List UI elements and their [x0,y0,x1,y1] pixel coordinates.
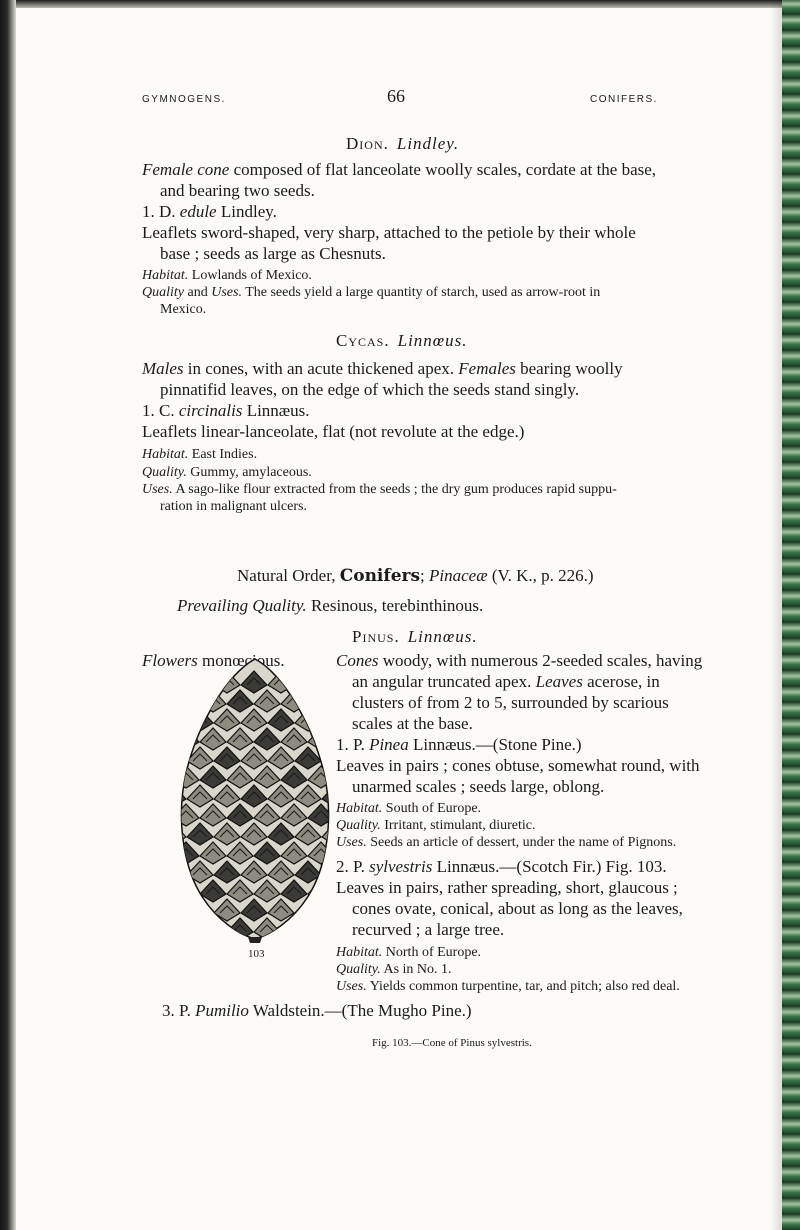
text-run: Irritant, stimulant, diuretic. [384,818,536,833]
text-run: Resinous, terebinthinous. [310,596,484,615]
text-run: ; [420,566,425,585]
sylvestris-uses [336,979,680,995]
label-uses: Uses. [336,835,367,850]
book-spine-edge [0,0,16,1230]
term-flowers: Flowers [142,651,198,670]
text-run: As in No. 1. [383,962,452,977]
text-run: monœcious. [201,651,285,670]
sylvestris-quality [336,962,452,978]
species-number: 1. C. [142,401,175,420]
running-header-right: CONIFERS. [590,94,658,105]
term-females: Females [458,359,516,378]
species-name: Pumilio [195,1001,249,1020]
label-prevailing-quality: Prevailing Quality. [177,596,307,615]
natural-order-line [237,566,594,586]
page-right-shadow [770,0,782,1230]
text-run: bearing woolly [520,359,623,378]
species-name: sylvestris [369,857,433,876]
text-run: Yields common turpentine, tar, and pitch; also red deal. [369,979,680,994]
dion-description-line-2: and bearing two seeds. [160,181,315,200]
pinea-leaves-line-1: Leaves in pairs ; cones obtuse, somewhat round, with [336,756,700,775]
genus-name: Dion. [346,134,389,153]
label-quality: Quality. [142,465,187,480]
text-run: South of Europe. [385,801,482,816]
running-header-left: GYMNOGENS. [142,94,226,105]
species-pinus-sylvestris [336,857,667,877]
genus-author: Linnœus. [407,627,478,646]
text-run: A sago-like flour extracted from the seeds ; the dry gum produces rapid suppu- [175,482,617,497]
species-pinus-pinea [336,735,582,755]
dion-leaflets-line-2: base ; seeds as large as Chesnuts. [160,244,386,263]
species-name: circinalis [178,401,243,420]
sylvestris-leaves-line-1: Leaves in pairs, rather spreading, short, glaucous ; [336,878,678,897]
label-quality: Quality. [336,962,381,977]
genus-heading-pinus [352,627,478,647]
text-run: The seeds yield a large quantity of starch, used as arrow-root in [245,285,601,300]
text-run: Seeds an article of dessert, under the name of Pignons. [370,835,677,850]
text-run: an angular truncated apex. [352,672,532,691]
book-cover-edge [782,0,800,1230]
species-dion-edule [142,202,277,222]
page-number: 66 [387,86,405,106]
page-top-edge [0,0,800,8]
label-habitat: Habitat. [336,801,383,816]
species-number: 2. P. [336,857,365,876]
term-leaves: Leaves [535,672,583,691]
text-run: North of Europe. [385,945,482,960]
pinea-uses [336,835,676,851]
species-pinus-pumilio [162,1001,472,1021]
genus-heading-dion [346,134,459,154]
species-author: Linnæus. [246,401,310,420]
term-males: Males [142,359,184,378]
genus-author: Linnœus. [397,331,468,350]
pinus-cones-line-2 [352,672,660,692]
dion-description-line-1 [142,160,656,180]
cycas-description-line-2: pinnatifid leaves, on the edge of which the seeds stand singly. [160,380,580,399]
species-number: 1. P. [336,735,365,754]
text-run: Lowlands of Mexico. [191,268,312,283]
pinea-leaves-line-2: unarmed scales ; seeds large, oblong. [352,777,605,796]
species-name: edule [179,202,217,221]
genus-heading-cycas [336,331,468,351]
text-run: acerose, in [587,672,660,691]
sylvestris-habitat [336,945,481,961]
cycas-leaflets: Leaflets linear-lanceolate, flat (not revolute at the edge.) [142,422,525,441]
text-run: woody, with numerous 2-seeded scales, having [382,651,703,670]
species-author: Linnæus.—(Scotch Fir.) Fig. 103. [436,857,667,876]
label-habitat: Habitat. [142,447,189,462]
label-uses: Uses. [336,979,367,994]
pine-cone-engraving-icon [158,653,352,943]
text-run: and [187,285,208,300]
prevailing-quality-line [177,596,483,616]
dion-habitat [142,268,312,284]
order-reference: (V. K., p. 226.) [491,566,594,585]
label-habitat: Habitat. [142,268,189,283]
pinea-habitat [336,801,481,817]
text-run: Gummy, amylaceous. [190,465,312,480]
label-habitat: Habitat. [336,945,383,960]
species-number: 3. P. [162,1001,191,1020]
figure-number: 103 [248,948,265,960]
species-author: Lindley. [220,202,277,221]
cycas-quality [142,465,312,481]
label-uses: Uses. [211,285,242,300]
dion-quality-line-2: Mexico. [160,302,207,317]
order-blackletter-name: Conifers [339,566,421,586]
order-name: Pinaceæ [429,566,488,585]
label-quality: Quality [142,285,184,300]
genus-author: Lindley. [396,134,460,153]
species-author: Linnæus.—(Stone Pine.) [412,735,582,754]
species-name: Pinea [369,735,409,754]
text-run: Natural Order, [237,566,336,585]
text-run: in cones, with an acute thickened apex. [187,359,455,378]
dion-leaflets-line-1: Leaflets sword-shaped, very sharp, attached to the petiole by their whole [142,223,636,242]
genus-name: Pinus. [352,627,400,646]
sylvestris-leaves-line-3: recurved ; a large tree. [352,920,505,939]
cycas-uses [142,482,617,498]
cycas-description-line-1 [142,359,623,379]
species-number: 1. D. [142,202,176,221]
dion-quality-uses [142,285,600,301]
genus-name: Cycas. [336,331,390,350]
cycas-uses-line-2: ration in malignant ulcers. [160,499,307,514]
species-cycas-circinalis [142,401,310,421]
pinus-cones-line-1 [336,651,702,671]
cycas-habitat [142,447,257,463]
text-run: composed of flat lanceolate woolly scales, cordate at the base, [233,160,657,179]
pinea-quality [336,818,535,834]
pinus-cones-line-3: clusters of from 2 to 5, surrounded by scarious [352,693,669,712]
label-quality: Quality. [336,818,381,833]
term-female-cone: Female cone [142,160,230,179]
pinus-cones-line-4: scales at the base. [352,714,473,733]
species-author: Waldstein.—(The Mugho Pine.) [252,1001,472,1020]
sylvestris-leaves-line-2: cones ovate, conical, about as long as the leaves, [352,899,683,918]
text-run: East Indies. [191,447,258,462]
term-cones: Cones [336,651,379,670]
label-uses: Uses. [142,482,173,497]
figure-caption: Fig. 103.—Cone of Pinus sylvestris. [372,1037,532,1049]
